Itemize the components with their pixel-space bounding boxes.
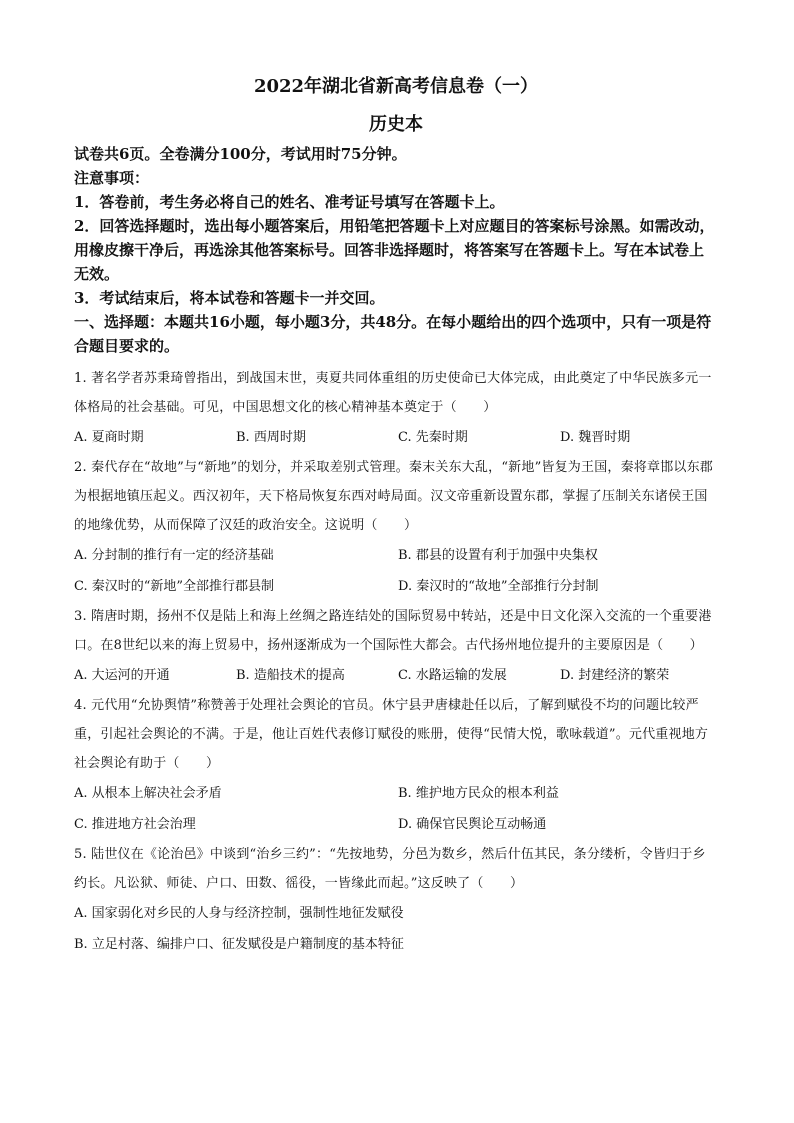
- note-item-3: 3．考试结束后，将本试卷和答题卡一并交回。: [74, 289, 385, 307]
- option-c: C. 水路运输的发展: [398, 668, 507, 683]
- page-subtitle: 历史本: [369, 114, 423, 135]
- question-options: [74, 422, 718, 453]
- question-1: [74, 364, 718, 453]
- option-b: B. 立足村落、编排户口、征发赋役是户籍制度的基本特征: [74, 937, 404, 952]
- question-2: [74, 453, 718, 602]
- option-b: B. 维护地方民众的根本利益: [398, 786, 559, 801]
- option-a: A. 夏商时期: [74, 430, 144, 445]
- question-5: [74, 840, 718, 960]
- question-stem: 5. 陆世仪在《论治邑》中谈到“治乡三约”：“先按地势，分邑为数乡，然后什伍其民，条分缕析，令皆归于乡约长。凡讼狱、师徒、户口、田数、徭役，一皆缘此而起。”这反映了（ ）: [74, 847, 706, 891]
- question-options: [74, 809, 718, 840]
- question-stem: 2. 秦代存在“故地”与“新地”的划分，并采取差别式管理。秦末关东大乱，“新地”皆复为王国，秦将章邯以东郡为根据地镇压起义。西汉初年，天下格局恢复东西对峙局面。汉文帝重新设置东郡，掌握了压制关东诸侯王国的地缘优势，从而保障了汉廷的政治安全。这说明（ ）: [74, 460, 714, 533]
- option-a: A. 分封制的推行有一定的经济基础: [74, 548, 274, 563]
- option-d: D. 魏晋时期: [560, 430, 631, 445]
- option-d: D. 确保官民舆论互动畅通: [398, 817, 547, 832]
- exam-info: 试卷共6页。全卷满分100分，考试用时75分钟。: [74, 145, 407, 163]
- option-c: C. 推进地方社会治理: [74, 817, 196, 832]
- question-options: [74, 778, 718, 809]
- question-stem: 3. 隋唐时期，扬州不仅是陆上和海上丝绸之路连结处的国际贸易中转站，还是中日文化深入交流的一个重要港口。在8世纪以来的海上贸易中，扬州逐渐成为一个国际性大都会。古代扬州地位提升的主要原因是（ ）: [74, 609, 712, 653]
- note-item-2: 2．回答选择题时，选出每小题答案后，用铅笔把答题卡上对应题目的答案标号涂黑。如需改动，用橡皮擦干净后，再选涂其他答案标号。回答非选择题时，将答案写在答题卡上。写在本试卷上无效。: [74, 217, 715, 283]
- option-d: D. 封建经济的繁荣: [560, 668, 670, 683]
- question-stem: 1. 著名学者苏秉琦曾指出，到战国末世，夷夏共同体重组的历史使命已大体完成，由此奠定了中华民族多元一体格局的社会基础。可见，中国思想文化的核心精神基本奠定于（ ）: [74, 371, 712, 415]
- option-d: D. 秦汉时的“故地”全部推行分封制: [398, 579, 599, 594]
- option-c: C. 先秦时期: [398, 430, 468, 445]
- option-a: A. 国家弱化对乡民的人身与经济控制，强制性地征发赋役: [74, 906, 404, 921]
- question-options: [74, 660, 718, 691]
- option-a: A. 大运河的开通: [74, 668, 170, 683]
- option-b: B. 造船技术的提高: [236, 668, 345, 683]
- question-options: [74, 540, 718, 571]
- option-b: B. 西周时期: [236, 430, 306, 445]
- note-item-1: 1．答卷前，考生务必将自己的姓名、准考证号填写在答题卡上。: [74, 193, 505, 211]
- option-a: A. 从根本上解决社会矛盾: [74, 786, 222, 801]
- page-title: 2022年湖北省新高考信息卷（一）: [253, 76, 539, 97]
- question-stem: 4. 元代用“允协舆情”称赞善于处理社会舆论的官员。休宁县尹唐棣赴任以后，了解到赋役不均的问题比较严重，引起社会舆论的不满。于是，他让百姓代表修订赋役的账册，使得“民情大悦，歌咏载道”。元代重视地方社会舆论有助于（ ）: [74, 698, 709, 771]
- option-b: B. 郡县的设置有利于加强中央集权: [398, 548, 598, 563]
- section-heading: 一、选择题：本题共16小题，每小题3分，共48分。在每小题给出的四个选项中，只有一项是符合题目要求的。: [74, 313, 712, 355]
- question-3: [74, 602, 718, 691]
- instructions: [74, 142, 718, 358]
- notes-heading: 注意事项：: [74, 169, 150, 187]
- option-c: C. 秦汉时的“新地”全部推行郡县制: [74, 579, 275, 594]
- question-4: [74, 691, 718, 840]
- question-options: [74, 571, 718, 602]
